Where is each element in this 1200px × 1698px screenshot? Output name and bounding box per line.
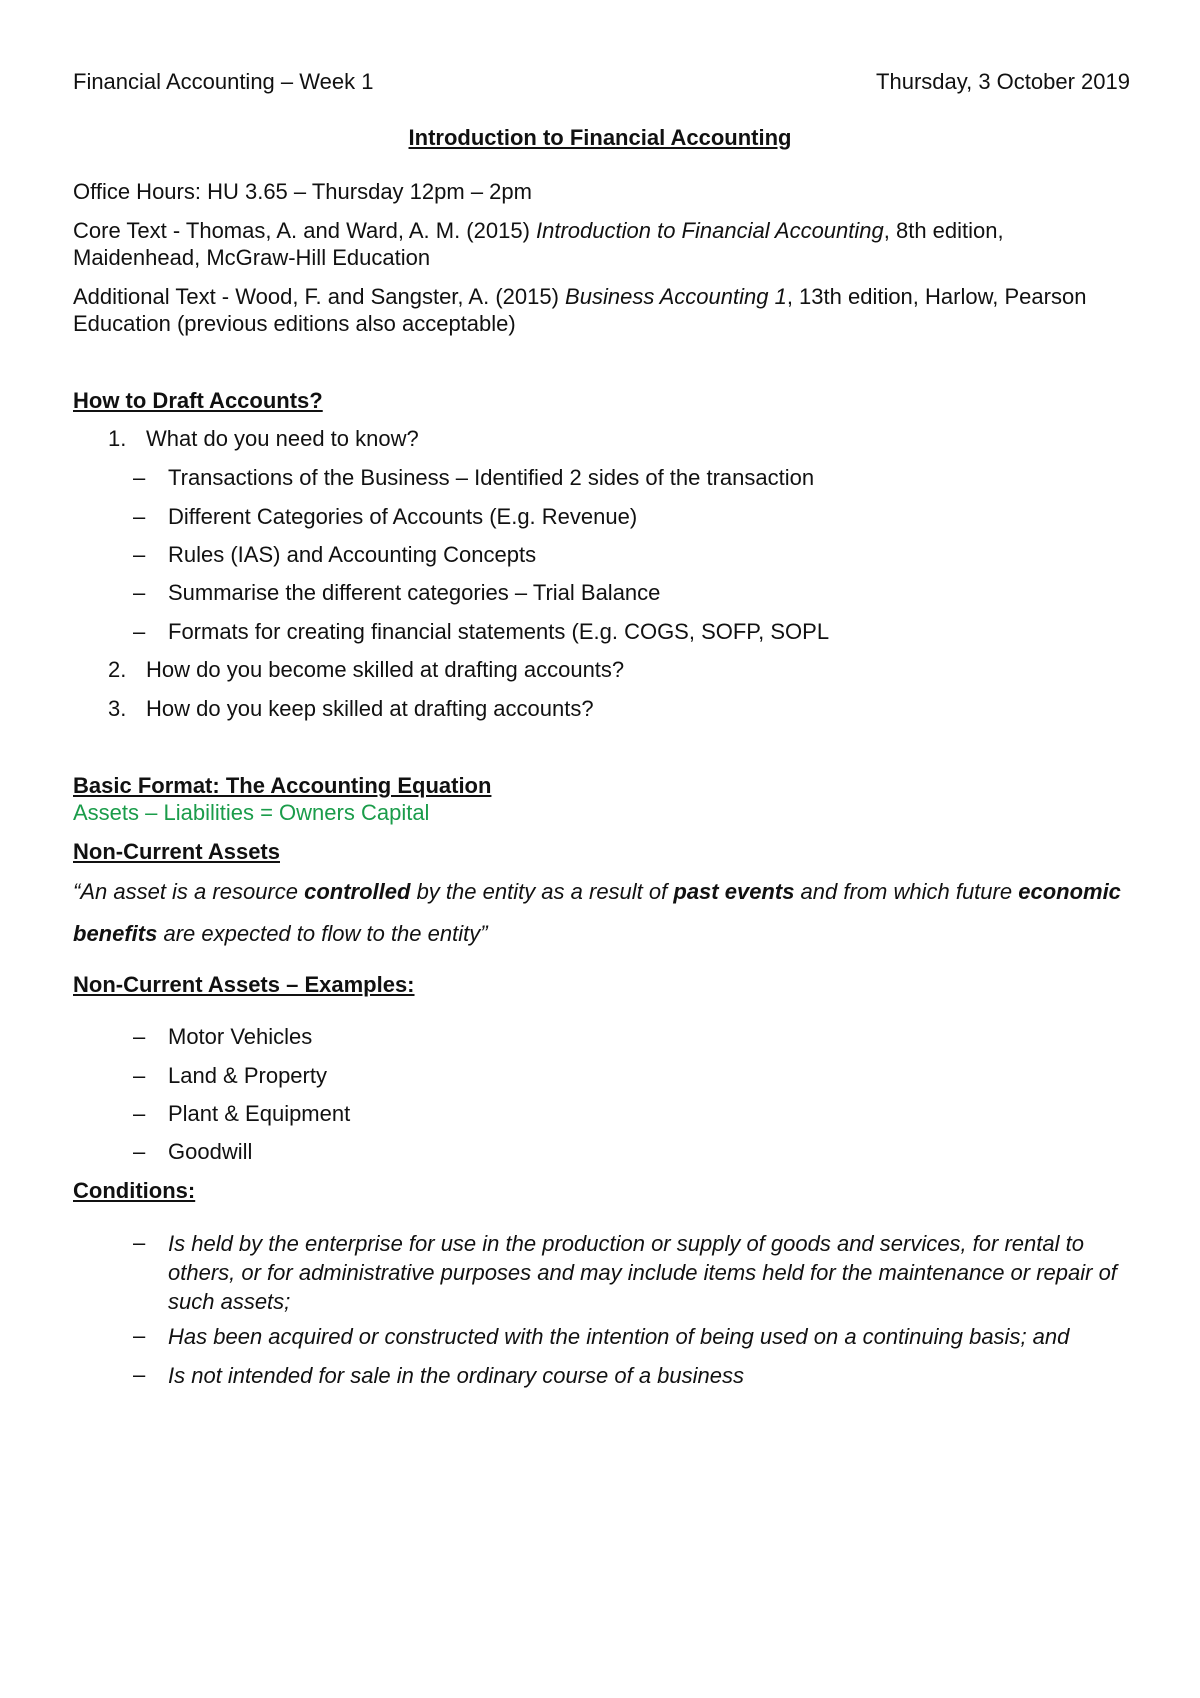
quote-emphasis: benefits	[73, 921, 158, 946]
additional-text-book-title: Business Accounting 1	[565, 284, 787, 309]
question-3: How do you keep skilled at drafting accounts?	[146, 696, 594, 721]
dash-bullet: –	[133, 1101, 146, 1126]
dash-bullet: –	[133, 1323, 146, 1348]
list-number-1: 1.	[108, 426, 127, 451]
dash-bullet: –	[133, 1024, 146, 1049]
asset-definition-line-1	[73, 878, 1121, 906]
dash-bullet: –	[133, 1230, 146, 1255]
core-text-line-2: Maidenhead, McGraw-Hill Education	[73, 245, 431, 270]
section-heading-conditions: Conditions:	[73, 1178, 196, 1203]
asset-definition-line-2	[73, 920, 488, 948]
question-2: How do you become skilled at drafting accounts?	[146, 657, 625, 682]
accounting-equation: Assets – Liabilities = Owners Capital	[73, 800, 430, 825]
list-item: Summarise the different categories – Trial Balance	[168, 580, 661, 605]
office-hours: Office Hours: HU 3.65 – Thursday 12pm – 2pm	[73, 179, 532, 204]
additional-text-line-1	[73, 283, 1086, 311]
list-item: Land & Property	[168, 1063, 327, 1088]
additional-text-suffix: , 13th edition, Harlow, Pearson	[786, 284, 1087, 309]
quote-emphasis: controlled	[304, 879, 411, 904]
list-item: Plant & Equipment	[168, 1101, 351, 1126]
question-1: What do you need to know?	[146, 426, 419, 451]
section-heading-nca-examples: Non-Current Assets – Examples:	[73, 972, 415, 997]
quote-emphasis: past events	[673, 879, 795, 904]
condition-item: Is held by the enterprise for use in the production or supply of goods and services, for rental to others, or for administrative purposes and may include items held for the maintenance or repair of such assets;	[168, 1231, 1117, 1314]
dash-bullet: –	[133, 542, 146, 567]
dash-bullet: –	[133, 1362, 146, 1387]
core-text-line-1	[73, 217, 1004, 245]
additional-text-line-2: Education (previous editions also acceptable)	[73, 311, 516, 336]
list-item: Goodwill	[168, 1139, 253, 1164]
header-course-title: Financial Accounting – Week 1	[73, 69, 374, 94]
section-heading-draft: How to Draft Accounts?	[73, 388, 323, 413]
quote-text: and from which future	[794, 879, 1019, 904]
core-text-prefix: Core Text - Thomas, A. and Ward, A. M. (2015)	[73, 218, 537, 243]
dash-bullet: –	[133, 1139, 146, 1164]
list-item: Formats for creating financial statements (E.g. COGS, SOFP, SOPL	[168, 619, 830, 644]
page-title: Introduction to Financial Accounting	[408, 125, 792, 150]
core-text-suffix: , 8th edition,	[883, 218, 1004, 243]
quote-text: by the entity as a result of	[410, 879, 674, 904]
dash-bullet: –	[133, 580, 146, 605]
section-heading-basic-format: Basic Format: The Accounting Equation	[73, 773, 492, 798]
dash-bullet: –	[133, 619, 146, 644]
dash-bullet: –	[133, 504, 146, 529]
list-item: Transactions of the Business – Identified 2 sides of the transaction	[168, 465, 815, 490]
additional-text-prefix: Additional Text - Wood, F. and Sangster, A. (2015)	[73, 284, 566, 309]
dash-bullet: –	[133, 465, 146, 490]
condition-item: Is not intended for sale in the ordinary course of a business	[168, 1363, 745, 1388]
list-item: Motor Vehicles	[168, 1024, 313, 1049]
quote-text: are expected to flow to the entity”	[157, 921, 488, 946]
list-number-3: 3.	[108, 696, 127, 721]
header-date: Thursday, 3 October 2019	[876, 69, 1130, 94]
section-heading-nca: Non-Current Assets	[73, 839, 280, 864]
list-number-2: 2.	[108, 657, 127, 682]
list-item: Different Categories of Accounts (E.g. Revenue)	[168, 504, 638, 529]
dash-bullet: –	[133, 1063, 146, 1088]
quote-text: “An asset is a resource	[73, 879, 305, 904]
core-text-book-title: Introduction to Financial Accounting	[536, 218, 884, 243]
quote-emphasis: economic	[1018, 879, 1121, 904]
list-item: Rules (IAS) and Accounting Concepts	[168, 542, 537, 567]
condition-item: Has been acquired or constructed with the intention of being used on a continuing basis; and	[168, 1324, 1070, 1349]
